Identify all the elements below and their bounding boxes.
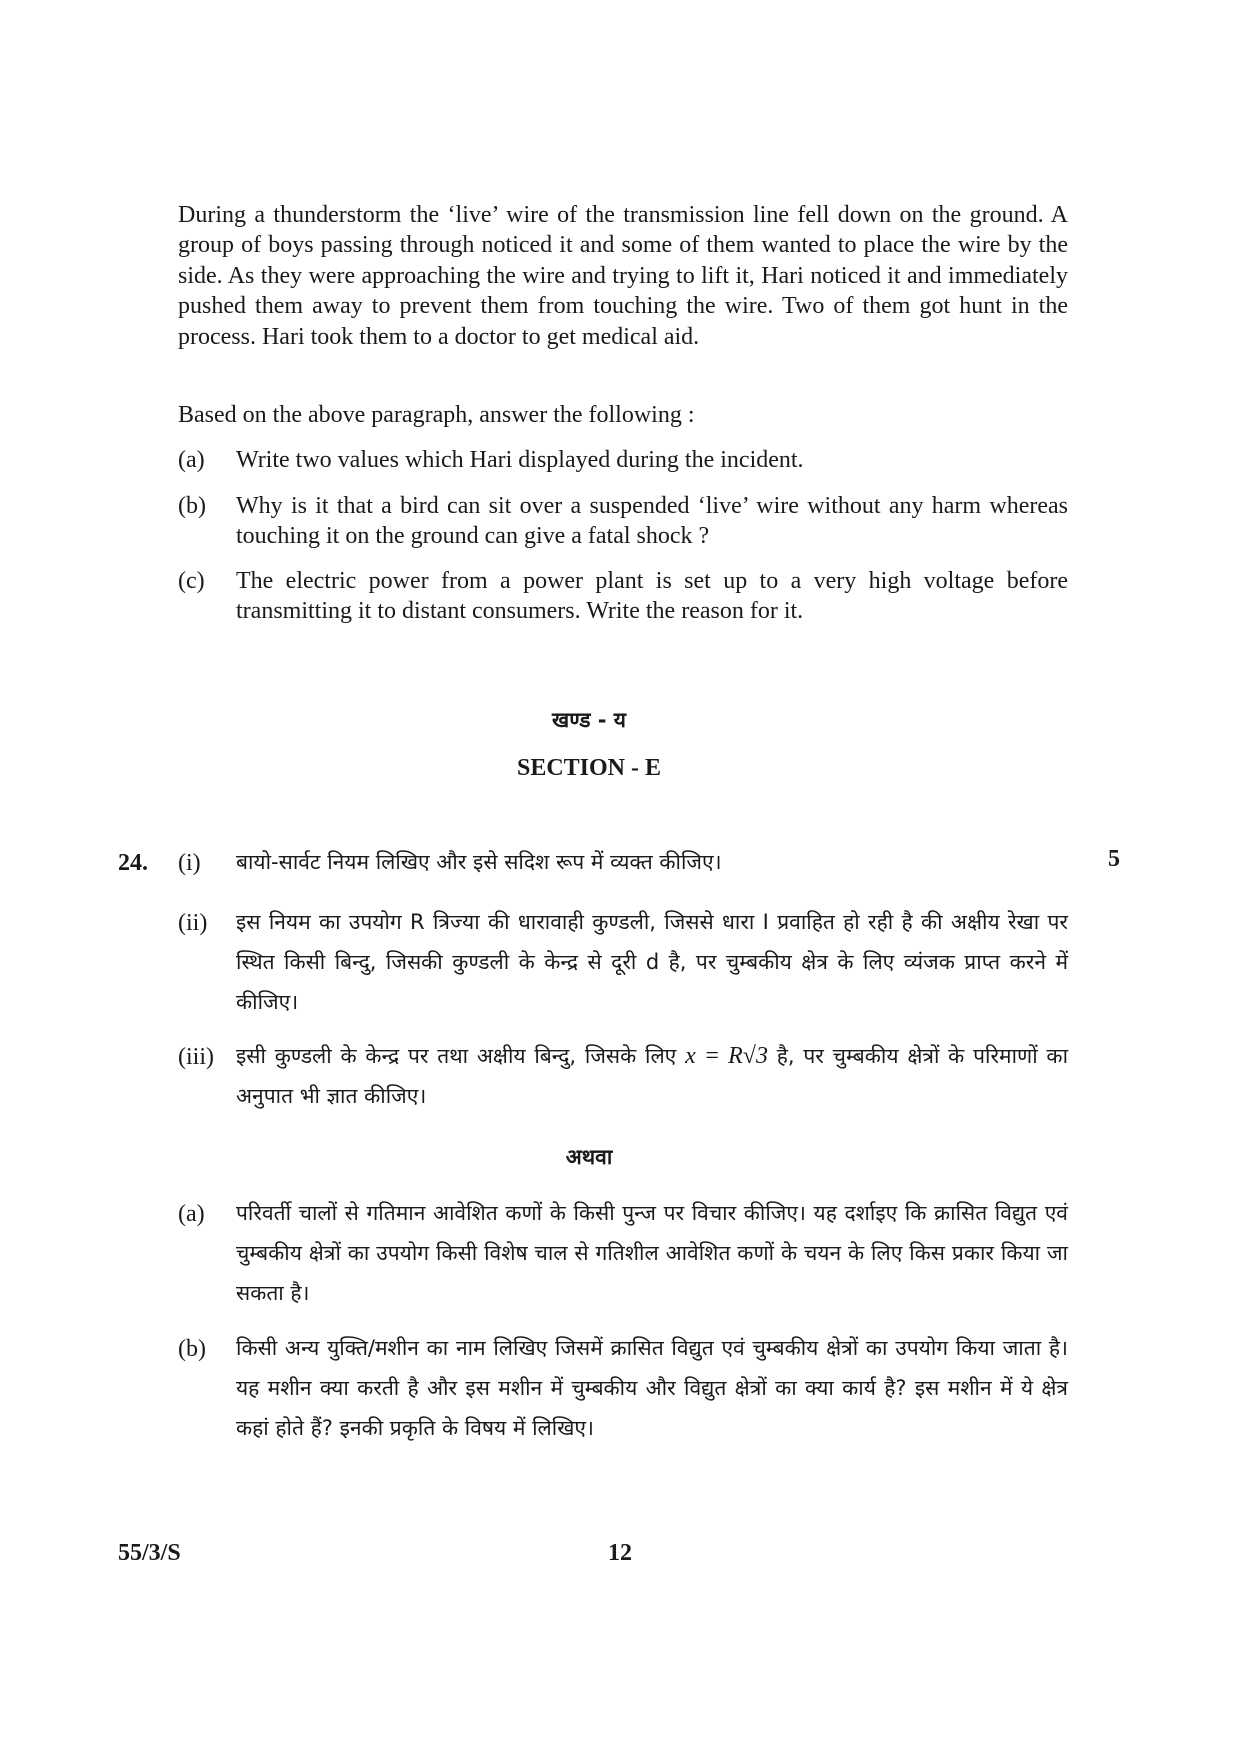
part-b-text: Why is it that a bird can sit over a suspended ‘live’ wire without any harm whereas touching it on the ground can give a fatal shock ? <box>236 493 1068 549</box>
q24-b-label: (b) <box>178 1336 206 1362</box>
page-number: 12 <box>608 1540 632 1566</box>
passage-paragraph: During a thunderstorm the ‘live’ wire of the transmission line fell down on the ground. A group of boys passing through noticed it and some of them wanted to place the wire by the side. As they were approaching the wire and trying to lift it, Hari noticed it and immediately pushed them away to prevent them from touching the wire. Two of them got hunt in the process. Hari took them to a doctor to get medical aid. <box>178 202 1068 350</box>
q24-i-text: बायो-सार्वट नियम लिखिए और इसे सदिश रूप में व्यक्त कीजिए। <box>236 850 722 874</box>
q24-iii-text-before: इसी कुण्डली के केन्द्र पर तथा अक्षीय बिन्दु, जिसके लिए <box>236 1044 686 1068</box>
q24-ii-text: इस नियम का उपयोग R त्रिज्या की धारावाही कुण्डली, जिससे धारा I प्रवाहित हो रही है की अक्षीय रेखा पर स्थित किसी बिन्दु, जिसकी कुण्डली के केन्द्र से दूरी d है, पर चुम्बकीय क्षेत्र के लिए व्यंजक प्राप्त करने में कीजिए। <box>236 910 1068 1014</box>
question-marks: 5 <box>1108 846 1120 872</box>
part-a-text: Write two values which Hari displayed during the incident. <box>236 447 804 473</box>
q24-i-label: (i) <box>178 850 201 876</box>
q24-a-label: (a) <box>178 1201 205 1227</box>
q24-b-text: किसी अन्य युक्ति/मशीन का नाम लिखिए जिसमें क्रासित विद्युत एवं चुम्बकीय क्षेत्रों का उपयोग किया जाता है। यह मशीन क्या करती है और इस मशीन में चुम्बकीय और विद्युत क्षेत्रों का क्या कार्य है? इस मशीन में ये क्षेत्र कहां होते हैं? इनकी प्रकृति के विषय में लिखिए। <box>236 1336 1068 1440</box>
q24-a-text: परिवर्ती चालों से गतिमान आवेशित कणों के किसी पुन्ज पर विचार कीजिए। यह दर्शाइए कि क्रासित विद्युत एवं चुम्बकीय क्षेत्रों का उपयोग किसी विशेष चाल से गतिशील आवेशित कणों के चयन के लिए किस प्रकार किया जा सकता है। <box>236 1201 1068 1305</box>
part-c-text: The electric power from a power plant is set up to a very high voltage before transmitting it to distant consumers. Write the reason for it. <box>236 568 1068 624</box>
q24-iii-text <box>236 1036 1068 1116</box>
part-c-label: (c) <box>178 568 205 594</box>
section-heading-hindi: खण्ड - य <box>552 708 626 732</box>
part-a-label: (a) <box>178 447 205 473</box>
part-b-label: (b) <box>178 493 206 519</box>
question-number: 24. <box>118 850 148 876</box>
section-heading-english: SECTION - E <box>516 755 662 781</box>
q24-iii-math: x = R√3 <box>685 1043 768 1069</box>
q24-ii-label: (ii) <box>178 910 208 936</box>
or-divider: अथवा <box>565 1145 613 1169</box>
paper-code: 55/3/S <box>118 1540 181 1566</box>
q24-iii-label: (iii) <box>178 1044 214 1070</box>
q24-iii-text-after: है, पर चुम्बकीय क्षेत्रों के परिमाणों का अनुपात भी ज्ञात कीजिए। <box>236 1044 1069 1108</box>
question-prompt: Based on the above paragraph, answer the following : <box>178 402 695 428</box>
